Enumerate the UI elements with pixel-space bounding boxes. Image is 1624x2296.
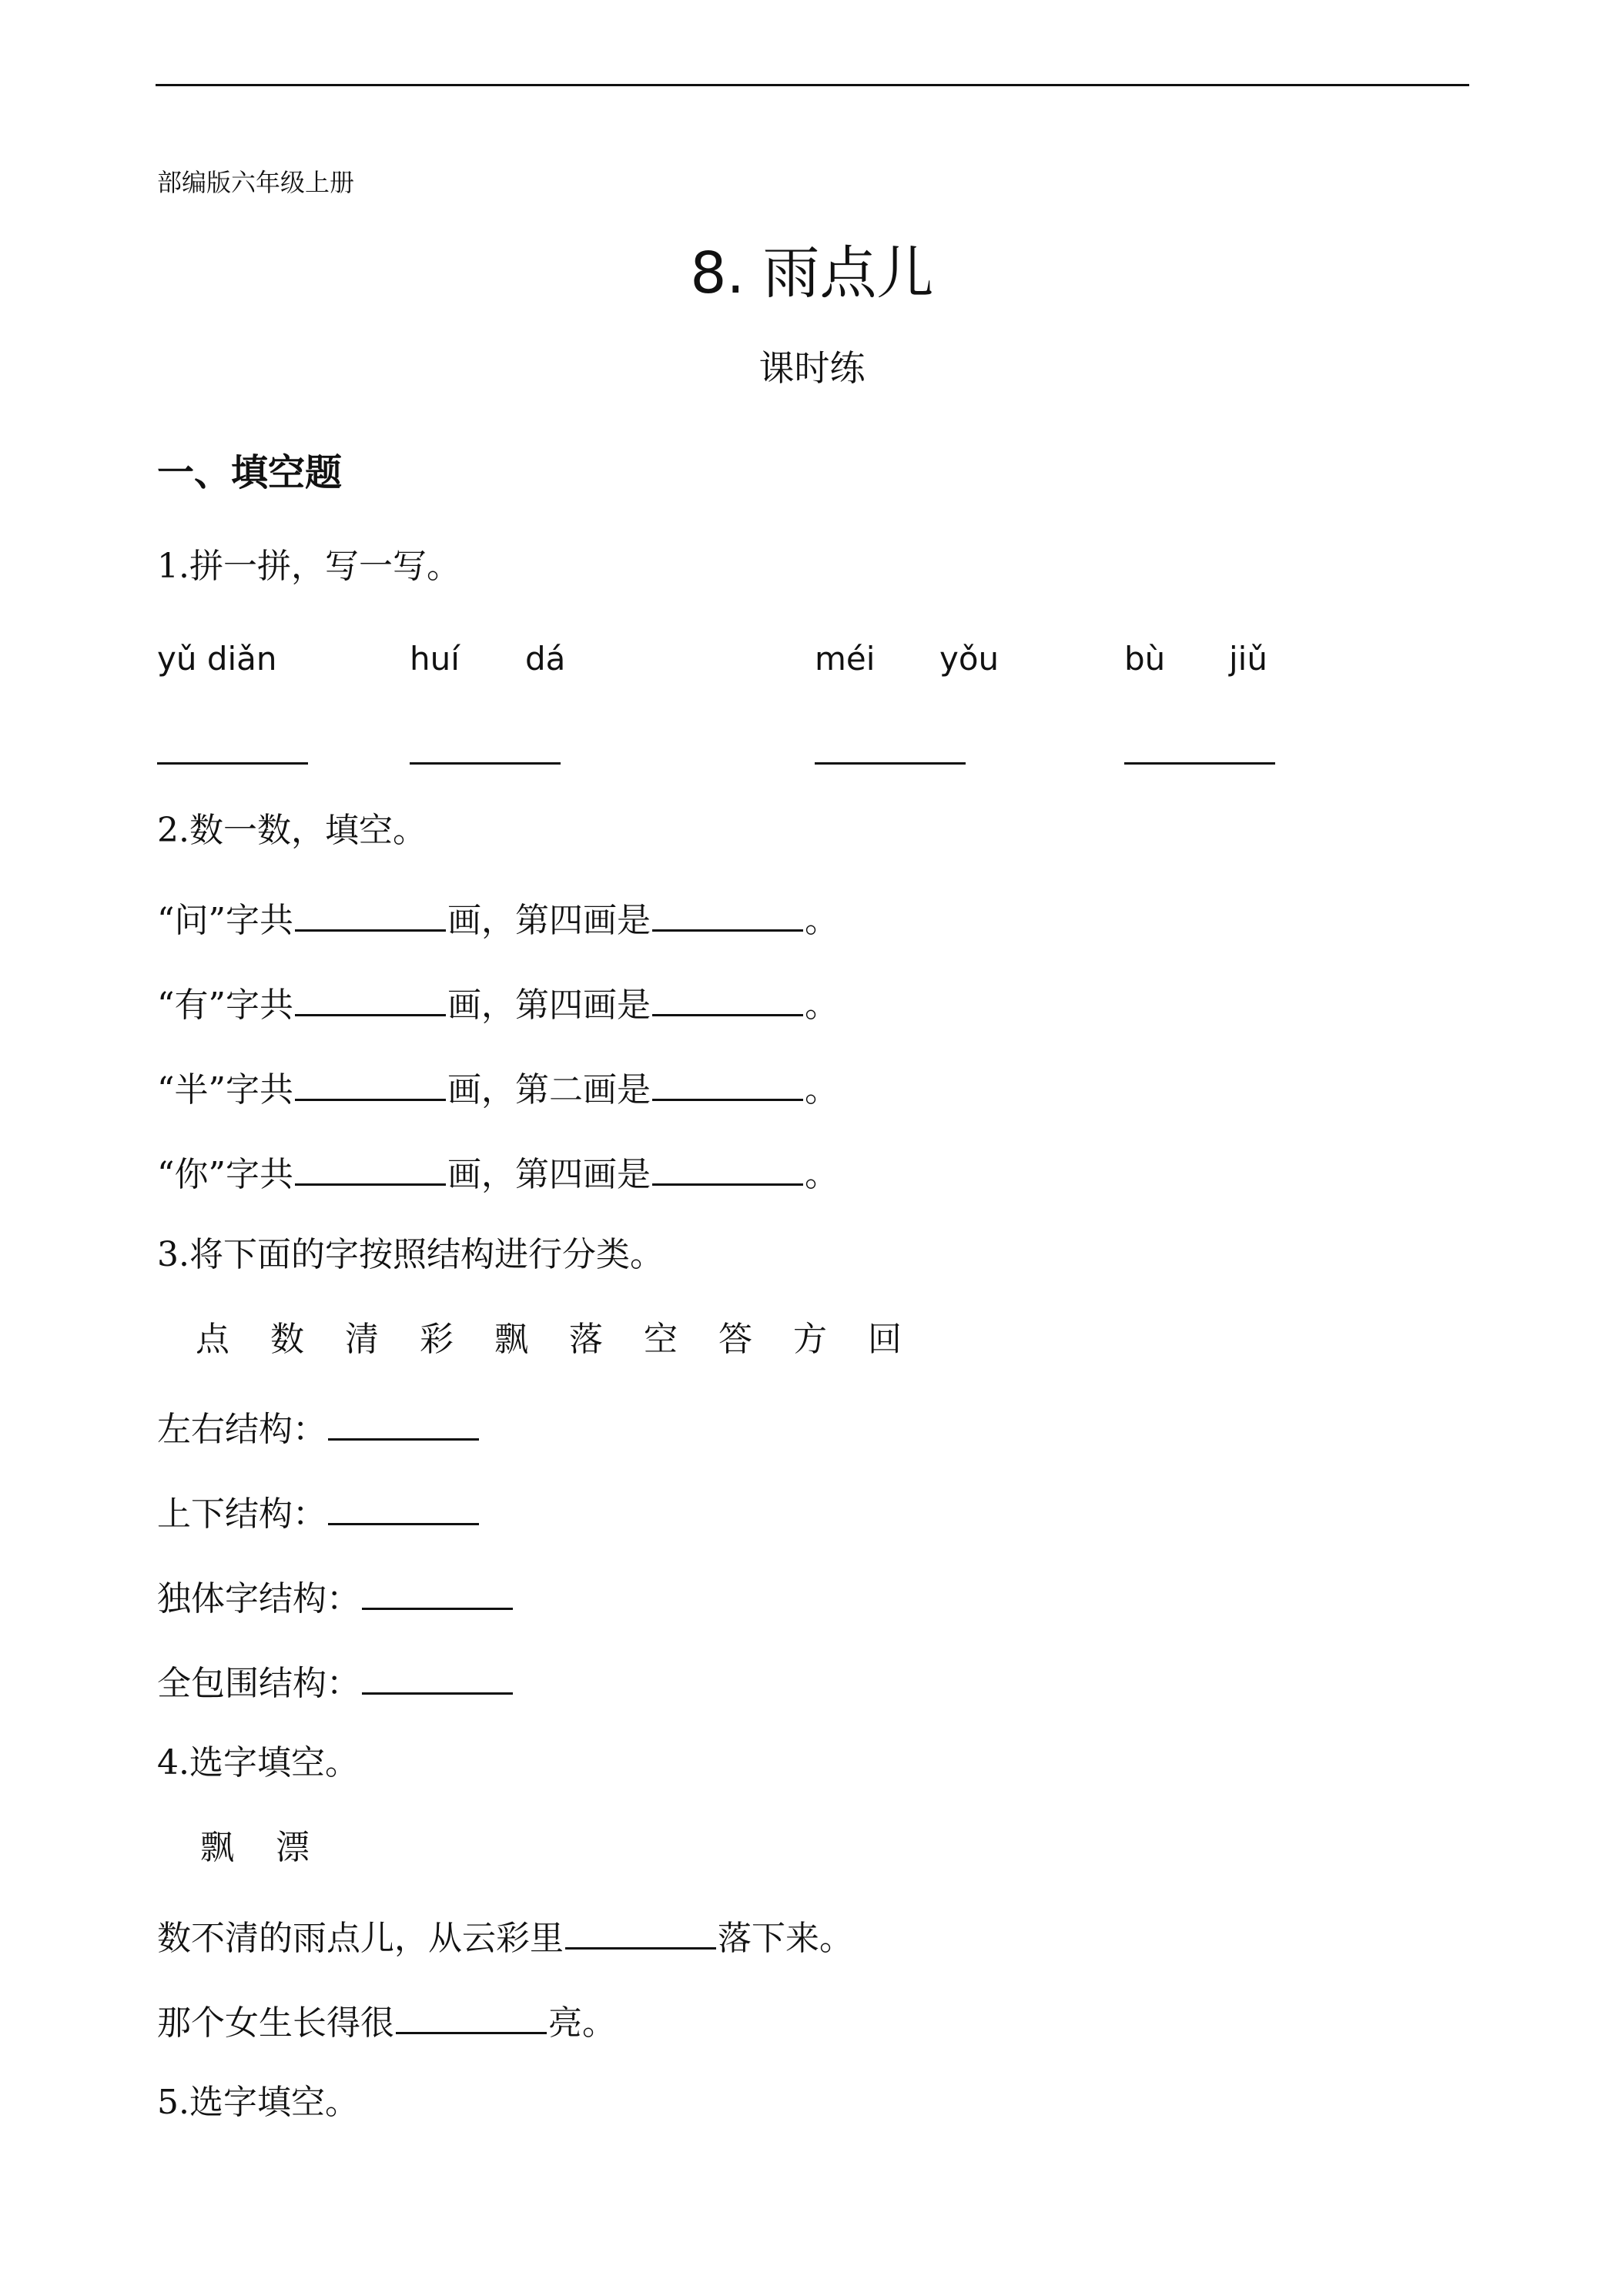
pinyin-mei: méi	[815, 640, 876, 678]
category-left-right	[157, 1407, 481, 1447]
char-item: 清	[345, 1320, 379, 1359]
stroke-row-end: 。	[805, 986, 839, 1025]
answer-blank[interactable]	[362, 1662, 513, 1695]
sentence-after: 落下来。	[718, 1919, 853, 1958]
stroke-row-end: 。	[805, 1155, 839, 1194]
stroke-row-wen	[157, 899, 839, 938]
char-item: 答	[718, 1320, 752, 1359]
edition-label: 部编版六年级上册	[157, 168, 355, 197]
pinyin-yu-dian: yǔ diǎn	[157, 640, 277, 678]
answer-blank-hui-da[interactable]	[410, 762, 561, 765]
option-piao-float: 飘	[200, 1828, 234, 1867]
answer-blank[interactable]	[652, 899, 803, 932]
stroke-row-mid: 画，第四画是	[447, 1155, 651, 1194]
answer-blank-bu-jiu[interactable]	[1124, 762, 1275, 765]
stroke-row-label: “你”字共	[157, 1155, 293, 1194]
answer-blank[interactable]	[652, 1153, 803, 1186]
answer-blank[interactable]	[396, 2001, 547, 2034]
answer-blank-mei-you[interactable]	[815, 762, 966, 765]
question-1-prompt: 1.拼一拼，写一写。	[157, 547, 460, 586]
answer-blank[interactable]	[295, 983, 446, 1016]
stroke-row-mid: 画，第二画是	[447, 1070, 651, 1110]
option-list	[200, 1828, 310, 1867]
question-2-prompt: 2.数一数，填空。	[157, 811, 427, 850]
answer-blank[interactable]	[652, 983, 803, 1016]
char-item: 彩	[420, 1320, 454, 1359]
answer-blank[interactable]	[295, 899, 446, 932]
category-label: 左右结构：	[157, 1410, 326, 1449]
sentence-before: 数不清的雨点儿，从云彩里	[157, 1919, 564, 1958]
question-3-prompt: 3.将下面的字按照结构进行分类。	[157, 1235, 664, 1274]
stroke-row-label: “半”字共	[157, 1070, 293, 1110]
stroke-row-mid: 画，第四画是	[447, 986, 651, 1025]
category-top-bottom	[157, 1492, 481, 1534]
answer-blank[interactable]	[652, 1068, 803, 1101]
character-list	[196, 1320, 943, 1359]
stroke-row-label: “问”字共	[157, 901, 293, 940]
char-item: 数	[270, 1320, 304, 1359]
question-4-prompt: 4.选字填空。	[157, 1743, 359, 1782]
answer-blank[interactable]	[362, 1577, 513, 1610]
answer-blank[interactable]	[295, 1153, 446, 1186]
stroke-row-ni	[157, 1153, 839, 1192]
answer-blank[interactable]	[328, 1407, 479, 1441]
option-piao-drift: 漂	[276, 1828, 310, 1867]
stroke-row-end: 。	[805, 901, 839, 940]
header-rule	[156, 84, 1469, 86]
char-item: 空	[644, 1320, 678, 1359]
category-single	[157, 1577, 514, 1616]
category-enclosed	[157, 1662, 514, 1701]
stroke-row-ban	[157, 1068, 839, 1110]
pinyin-hui: huí	[410, 640, 460, 678]
pinyin-jiu: jiǔ	[1229, 640, 1267, 678]
sentence-2	[157, 2001, 616, 2043]
page-subtitle: 课时练	[758, 347, 866, 389]
answer-blank-yu-dian[interactable]	[157, 762, 308, 765]
page-title: 8. 雨点儿	[690, 240, 934, 306]
sentence-after: 亮。	[548, 2003, 616, 2043]
question-5-prompt: 5.选字填空。	[157, 2083, 359, 2122]
stroke-row-label: “有”字共	[157, 986, 293, 1025]
char-item: 点	[196, 1320, 229, 1359]
section-title: 一、填空题	[157, 451, 343, 494]
char-item: 落	[569, 1320, 603, 1359]
pinyin-you: yǒu	[939, 640, 1000, 678]
stroke-row-you	[157, 983, 839, 1025]
sentence-1	[157, 1916, 853, 1956]
stroke-row-mid: 画，第四画是	[447, 901, 651, 940]
category-label: 独体字结构：	[157, 1579, 360, 1618]
char-item: 飘	[494, 1320, 528, 1359]
answer-blank[interactable]	[328, 1492, 479, 1525]
category-label: 全包围结构：	[157, 1664, 360, 1703]
stroke-row-end: 。	[805, 1070, 839, 1110]
pinyin-bu: bù	[1124, 640, 1166, 678]
sentence-before: 那个女生长得很	[157, 2003, 394, 2043]
category-label: 上下结构：	[157, 1494, 326, 1534]
char-item: 方	[793, 1320, 827, 1359]
pinyin-da: dá	[525, 640, 566, 678]
answer-blank[interactable]	[565, 1916, 716, 1950]
char-item: 回	[868, 1320, 902, 1359]
answer-blank[interactable]	[295, 1068, 446, 1101]
